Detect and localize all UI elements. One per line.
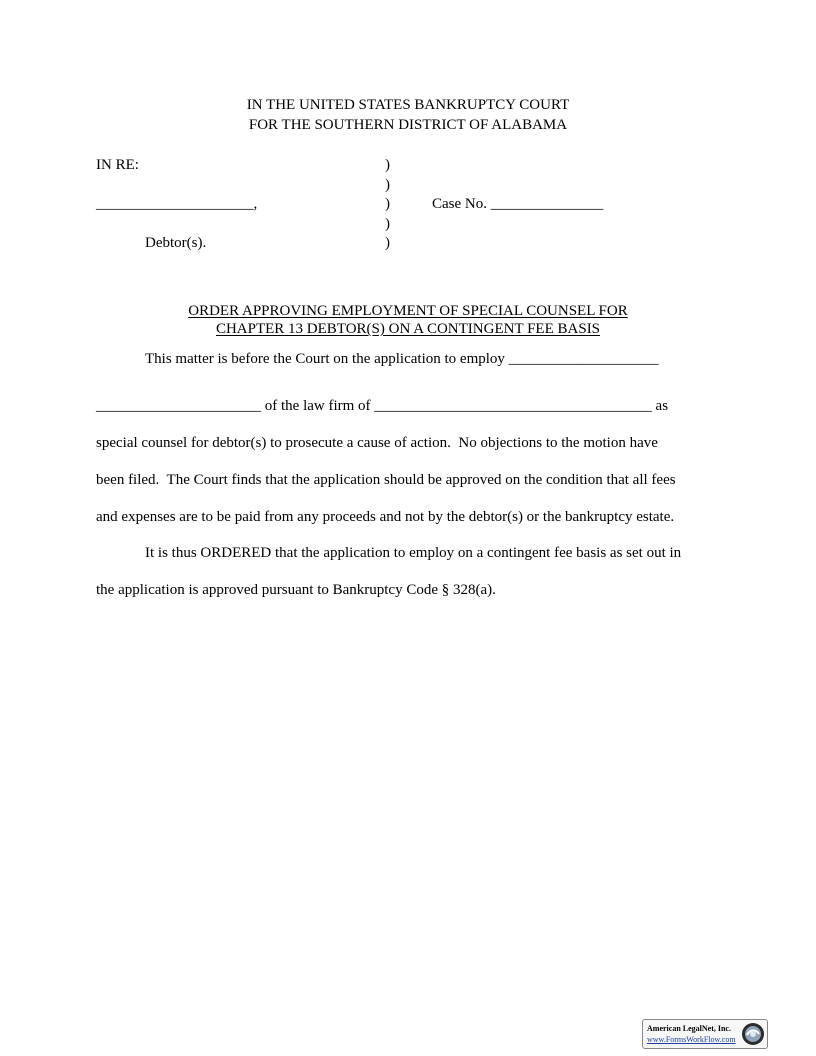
globe-logo-icon bbox=[741, 1022, 765, 1046]
body-line: been filed. The Court finds that the application should be approved on the condition that all fees bbox=[96, 472, 676, 488]
body-line: This matter is before the Court on the application to employ ____________________ bbox=[145, 351, 659, 367]
order-title-line2: CHAPTER 13 DEBTOR(S) ON A CONTINGENT FEE BASIS bbox=[215, 321, 601, 337]
caption-paren: ) bbox=[385, 216, 390, 232]
body-line: the application is approved pursuant to Bankruptcy Code § 328(a). bbox=[96, 582, 496, 598]
body-line: special counsel for debtor(s) to prosecute a cause of action. No objections to the motion have bbox=[96, 435, 658, 451]
court-heading-line2: FOR THE SOUTHERN DISTRICT OF ALABAMA bbox=[248, 117, 568, 133]
body-line: and expenses are to be paid from any proceeds and not by the debtor(s) or the bankruptcy estate. bbox=[96, 509, 675, 525]
badge-company-name: American LegalNet, Inc. bbox=[647, 1024, 731, 1033]
order-title-line1: ORDER APPROVING EMPLOYMENT OF SPECIAL COUNSEL FOR bbox=[188, 303, 628, 319]
body-line: It is thus ORDERED that the application to employ on a contingent fee basis as set out in bbox=[145, 545, 682, 561]
badge-url-link[interactable]: www.FormsWorkFlow.com bbox=[647, 1035, 736, 1044]
court-heading-line1: IN THE UNITED STATES BANKRUPTCY COURT bbox=[246, 97, 570, 113]
caption-paren: ) bbox=[385, 177, 390, 193]
caption-paren: ) bbox=[385, 235, 390, 251]
debtor-label: Debtor(s). bbox=[145, 235, 207, 251]
in-re-label: IN RE: bbox=[96, 157, 139, 173]
caption-paren: ) bbox=[385, 196, 390, 212]
case-number-field: Case No. _______________ bbox=[432, 196, 604, 212]
body-line: ______________________ of the law firm of _____________________________________ as bbox=[96, 398, 669, 414]
caption-paren: ) bbox=[385, 157, 390, 173]
debtor-name-blank: _____________________, bbox=[96, 196, 258, 212]
american-legalnet-badge[interactable] bbox=[642, 1019, 768, 1049]
